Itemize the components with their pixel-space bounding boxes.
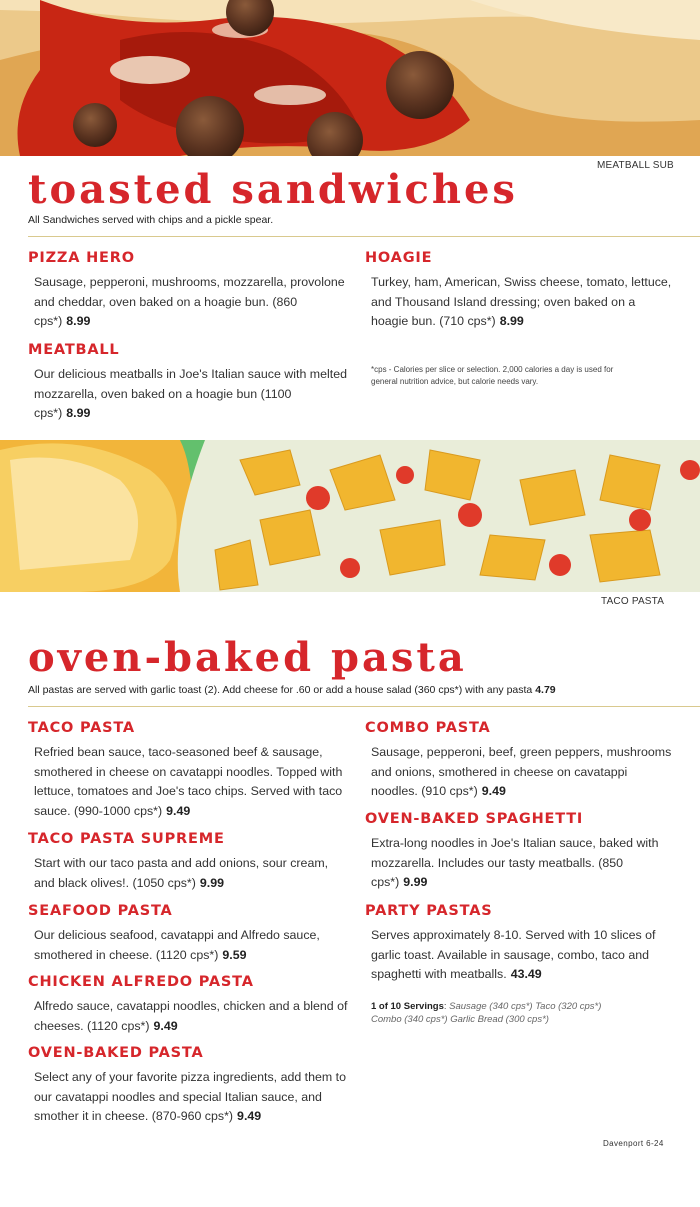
menu-item-oven-baked-pasta	[28, 1045, 348, 1127]
menu-item-party-pastas	[365, 903, 675, 985]
taco-pasta-photo	[0, 440, 700, 592]
item-description: Our delicious seafood, cavatappi and Alfredo sauce, smothered in cheese. (1120 cps*)	[34, 928, 320, 962]
item-description: Alfredo sauce, cavatappi noodles, chicken and a blend of cheeses. (1120 cps*)	[34, 999, 348, 1033]
item-name: HOAGIE	[365, 250, 433, 266]
servings-detail: Sausage (340 cps*) Taco (320 cps*) Combo (340 cps*) Garlic Bread (300 cps*)	[371, 1001, 602, 1025]
item-price: 9.49	[481, 784, 506, 798]
item-description: Select any of your favorite pizza ingredients, add them to our cavatappi noodles and special Italian sauce, and smother it in cheese. (870-960 cps*)	[34, 1070, 347, 1123]
meatball-sub-illustration	[0, 0, 700, 156]
calorie-note: *cps - Calories per slice or selection. 2,000 calories a day is used for general nutrition advice, but calorie needs vary.	[371, 365, 614, 386]
photo-caption: TACO PASTA	[601, 596, 665, 607]
item-price: 8.99	[499, 314, 524, 328]
meatball-sub-photo	[0, 0, 700, 156]
photo-caption: MEATBALL SUB	[597, 160, 674, 171]
menu-item-meatball	[28, 342, 348, 424]
menu-item-taco-pasta	[28, 720, 348, 821]
item-name: OVEN-BAKED PASTA	[28, 1045, 204, 1061]
menu-item-pizza-hero	[28, 250, 348, 332]
divider	[28, 236, 700, 237]
item-price: 43.49	[510, 967, 542, 981]
item-description: Serves approximately 8-10. Served with 10 slices of garlic toast. Available in sausage, combo, taco and spaghetti with meatballs.	[371, 928, 656, 981]
section-intro	[28, 684, 556, 696]
item-name: COMBO PASTA	[365, 720, 491, 736]
item-name: CHICKEN ALFREDO PASTA	[28, 974, 254, 990]
item-name: SEAFOOD PASTA	[28, 903, 173, 919]
servings-note: 1 of 10 Servings: Sausage (340 cps*) Taco (320 cps*) Combo (340 cps*) Garlic Bread (300 cps*)	[371, 1001, 602, 1025]
item-description: Start with our taco pasta and add onions, sour cream, and black olives!. (1050 cps*)	[34, 856, 329, 890]
section-title: toasted sandwiches	[28, 166, 518, 213]
divider	[28, 706, 700, 707]
item-name: PIZZA HERO	[28, 250, 135, 266]
item-price: 9.49	[166, 803, 191, 818]
item-price: 9.59	[222, 947, 247, 962]
item-description: Extra-long noodles in Joe's Italian sauce, baked with mozzarella. Includes our tasty meatballs. (850 cps*)	[371, 836, 659, 889]
menu-item-chicken-alfredo-pasta	[28, 974, 348, 1036]
section-title: oven-baked pasta	[28, 634, 467, 681]
item-price: 9.49	[153, 1018, 178, 1033]
taco-pasta-illustration	[0, 440, 700, 592]
menu-item-taco-pasta-supreme	[28, 831, 348, 893]
item-name: TACO PASTA SUPREME	[28, 831, 225, 847]
item-description: Refried bean sauce, taco-seasoned beef & sausage, smothered in cheese on cavatappi noodles. Topped with lettuce, tomatoes and Joe's taco chips. Served with taco sauce. (990-1000 cps*)	[34, 745, 343, 818]
section-intro-text: All pastas are served with garlic toast (2). Add cheese for .60 or add a house salad (360 cps*) with any pasta	[28, 684, 533, 696]
item-price: 9.49	[237, 1109, 262, 1123]
servings-label: 1 of 10 Servings	[371, 1001, 444, 1012]
item-name: MEATBALL	[28, 342, 120, 358]
salad-price: 4.79	[535, 684, 556, 696]
item-description: Sausage, pepperoni, mushrooms, mozzarella, provolone and cheddar, oven baked on a hoagie bun. (860 cps*)	[34, 275, 345, 328]
footer-code: Davenport 6-24	[603, 1139, 664, 1148]
section-intro: All Sandwiches served with chips and a pickle spear.	[28, 214, 274, 226]
menu-item-oven-baked-spaghetti	[365, 811, 675, 893]
menu-item-hoagie	[365, 250, 675, 332]
menu-item-seafood-pasta	[28, 903, 348, 965]
item-description: Our delicious meatballs in Joe's Italian sauce with melted mozzarella, oven baked on a hoagie bun (1100 cps*)	[34, 367, 347, 420]
item-description: Sausage, pepperoni, beef, green peppers, mushrooms and onions, smothered in cheese on cavatappi noodles. (910 cps*)	[371, 745, 672, 798]
item-name: PARTY PASTAS	[365, 903, 493, 919]
item-price: 9.99	[199, 875, 224, 890]
menu-item-combo-pasta	[365, 720, 675, 802]
item-price: 8.99	[66, 406, 91, 420]
item-price: 8.99	[66, 314, 91, 328]
item-price: 9.99	[403, 875, 428, 889]
item-description: Turkey, ham, American, Swiss cheese, tomato, lettuce, and Thousand Island dressing; oven baked on a hoagie bun. (710 cps*)	[371, 275, 672, 328]
item-name: TACO PASTA	[28, 720, 135, 736]
item-name: OVEN-BAKED SPAGHETTI	[365, 811, 584, 827]
